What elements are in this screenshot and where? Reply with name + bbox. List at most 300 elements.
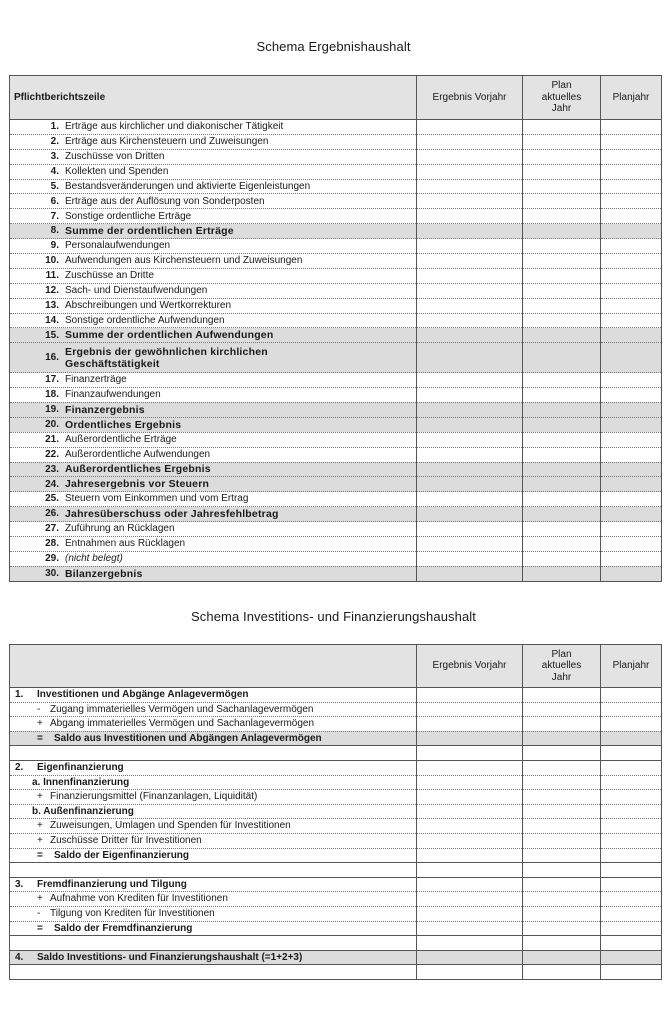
sign: = <box>37 849 43 861</box>
row-number: 24. <box>45 478 59 490</box>
section-4-total-row <box>10 950 662 965</box>
value-cell-planjahr[interactable] <box>601 402 662 417</box>
value-cell-vorjahr[interactable] <box>417 343 523 373</box>
value-cell-plan[interactable] <box>523 775 601 790</box>
row-label: Außerordentliche Aufwendungen <box>65 448 211 460</box>
value-cell-planjahr[interactable] <box>601 848 662 863</box>
row-label: Abschreibungen und Wertkorrekturen <box>65 299 232 311</box>
value-cell-plan[interactable] <box>523 522 601 537</box>
value-cell-planjahr[interactable] <box>601 760 662 775</box>
value-cell-planjahr[interactable] <box>601 283 662 298</box>
value-cell-vorjahr[interactable] <box>417 254 523 269</box>
section-3-title-row <box>10 877 662 892</box>
value-cell-planjahr[interactable] <box>601 775 662 790</box>
row-label: Finanzerträge <box>65 374 127 386</box>
section-1-item-row <box>10 717 662 732</box>
table-row <box>10 224 662 239</box>
row-label: Finanzergebnis <box>65 403 145 416</box>
value-cell-plan[interactable] <box>523 432 601 447</box>
header-plan-aktuelles-jahr <box>523 76 601 120</box>
value-cell-planjahr[interactable] <box>601 702 662 717</box>
row-number: 23. <box>45 463 59 475</box>
value-cell-planjahr[interactable] <box>601 164 662 179</box>
table-row <box>10 477 662 492</box>
value-cell-plan[interactable] <box>523 921 601 936</box>
value-cell-vorjahr[interactable] <box>417 819 523 834</box>
value-cell-vorjahr[interactable] <box>417 702 523 717</box>
row-number: 27. <box>45 523 59 535</box>
table-row <box>10 298 662 313</box>
section-number: 4. <box>15 951 24 963</box>
table-row <box>10 373 662 388</box>
value-cell-planjahr[interactable] <box>601 921 662 936</box>
row-number: 3. <box>50 150 59 162</box>
item-label: Finanzierungsmittel (Finanzanlagen, Liquidität) <box>50 791 258 803</box>
value-cell-plan[interactable] <box>523 892 601 907</box>
value-cell-planjahr[interactable] <box>601 892 662 907</box>
header-pflichtberichtszeile: Pflichtberichtszeile <box>10 76 417 120</box>
table-row <box>10 551 662 566</box>
value-cell-vorjahr[interactable] <box>417 950 523 965</box>
value-cell-plan[interactable] <box>523 717 601 732</box>
value-cell-plan[interactable] <box>523 492 601 507</box>
value-cell-plan[interactable] <box>523 149 601 164</box>
value-cell-vorjahr[interactable] <box>417 447 523 462</box>
row-label: Personalaufwendungen <box>65 240 171 252</box>
section-2-sub-row <box>10 804 662 819</box>
value-cell-planjahr[interactable] <box>601 536 662 551</box>
table-row <box>10 536 662 551</box>
row-number: 8. <box>50 225 59 237</box>
row-label: Erträge aus der Auflösung von Sonderposten <box>65 195 265 207</box>
row-label: Sach- und Dienstaufwendungen <box>65 284 208 296</box>
row-number: 20. <box>45 419 59 431</box>
item-label: Aufnahme von Krediten für Investitionen <box>50 893 228 905</box>
value-cell-plan[interactable] <box>523 804 601 819</box>
row-number: 7. <box>50 210 59 222</box>
row-label: (nicht belegt) <box>65 553 123 565</box>
value-cell-vorjahr[interactable] <box>417 194 523 209</box>
table-row <box>10 566 662 581</box>
section-number: 1. <box>15 689 24 701</box>
table-row <box>10 164 662 179</box>
section-title: Investitionen und Abgänge Anlagevermögen <box>37 689 249 701</box>
value-cell-plan[interactable] <box>523 313 601 328</box>
value-cell-plan[interactable] <box>523 906 601 921</box>
row-number: 16. <box>45 352 59 363</box>
ergebnishaushalt-title: Schema Ergebnishaushalt <box>256 39 411 54</box>
row-label: Zuschüsse an Dritte <box>65 270 154 282</box>
section-3-sum-row <box>10 921 662 936</box>
row-label: Außerordentliche Erträge <box>65 433 177 445</box>
section-3-item-row <box>10 906 662 921</box>
header-plan-line3: Jahr <box>551 671 572 683</box>
row-number: 5. <box>50 180 59 192</box>
table-row <box>10 134 662 149</box>
value-cell-vorjahr[interactable] <box>417 432 523 447</box>
value-cell-plan[interactable] <box>523 402 601 417</box>
header-planjahr: Planjahr <box>601 76 662 120</box>
value-cell-plan[interactable] <box>523 551 601 566</box>
row-label: Jahresergebnis vor Steuern <box>65 478 210 491</box>
value-cell-vorjahr[interactable] <box>417 149 523 164</box>
table-header-row <box>10 76 662 120</box>
section-title: Saldo Investitions- und Finanzierungshaushalt (=1+2+3) <box>37 951 303 963</box>
row-label: Bilanzergebnis <box>65 567 143 580</box>
row-label-line1: Ergebnis der gewöhnlichen kirchlichen <box>65 345 268 358</box>
header-ergebnis-vorjahr: Ergebnis Vorjahr <box>417 645 523 688</box>
section-title: Fremdfinanzierung und Tilgung <box>37 878 187 890</box>
sign: + <box>37 791 43 803</box>
spacer-row <box>10 863 662 878</box>
table-row <box>10 283 662 298</box>
table-row <box>10 402 662 417</box>
value-cell-plan[interactable] <box>523 417 601 432</box>
sign: - <box>37 907 41 919</box>
value-cell-plan[interactable] <box>523 688 601 703</box>
table-row <box>10 388 662 403</box>
row-number: 25. <box>45 493 59 505</box>
row-label: Steuern vom Einkommen und vom Ertrag <box>65 493 249 505</box>
value-cell-vorjahr[interactable] <box>417 551 523 566</box>
section-1-title-row <box>10 688 662 703</box>
value-cell-planjahr[interactable] <box>601 254 662 269</box>
header-planjahr: Planjahr <box>601 645 662 688</box>
value-cell-vorjahr[interactable] <box>417 388 523 403</box>
row-number: 4. <box>50 165 59 177</box>
table-row <box>10 343 662 373</box>
value-cell-planjahr[interactable] <box>601 819 662 834</box>
value-cell-planjahr[interactable] <box>601 194 662 209</box>
value-cell-planjahr[interactable] <box>601 477 662 492</box>
value-cell-plan[interactable] <box>523 702 601 717</box>
value-cell-vorjahr[interactable] <box>417 268 523 283</box>
value-cell-plan[interactable] <box>523 477 601 492</box>
value-cell-vorjahr[interactable] <box>417 760 523 775</box>
value-cell-vorjahr[interactable] <box>417 134 523 149</box>
table-row <box>10 447 662 462</box>
value-cell-plan[interactable] <box>523 790 601 805</box>
value-cell-planjahr[interactable] <box>601 343 662 373</box>
row-label: Jahresüberschuss oder Jahresfehlbetrag <box>65 508 279 521</box>
table-row <box>10 417 662 432</box>
item-label: Zugang immaterielles Vermögen und Sachanlagevermögen <box>50 703 314 715</box>
value-cell-planjahr[interactable] <box>601 313 662 328</box>
section-title: Eigenfinanzierung <box>37 762 124 774</box>
section-1-item-row <box>10 702 662 717</box>
value-cell-vorjahr[interactable] <box>417 731 523 746</box>
table-header-row <box>10 645 662 688</box>
row-number: 22. <box>45 448 59 460</box>
section-2-item-row <box>10 790 662 805</box>
value-cell-vorjahr[interactable] <box>417 209 523 224</box>
section-2-sub-row <box>10 775 662 790</box>
value-cell-planjahr[interactable] <box>601 717 662 732</box>
item-label: Zuschüsse Dritter für Investitionen <box>50 834 202 846</box>
value-cell-vorjahr[interactable] <box>417 417 523 432</box>
investitionshaushalt-table <box>9 644 662 980</box>
section-2-sum-row <box>10 848 662 863</box>
value-cell-vorjahr[interactable] <box>417 120 523 135</box>
row-label: Erträge aus Kirchensteuern und Zuweisungen <box>65 136 269 148</box>
row-label: Zuschüsse von Dritten <box>65 150 165 162</box>
value-cell-vorjahr[interactable] <box>417 892 523 907</box>
table-row <box>10 268 662 283</box>
spacer-row <box>10 936 662 951</box>
table-row <box>10 239 662 254</box>
row-label <box>65 346 416 370</box>
value-cell-planjahr[interactable] <box>601 522 662 537</box>
value-cell-plan[interactable] <box>523 848 601 863</box>
value-cell-plan[interactable] <box>523 134 601 149</box>
row-label: Bestandsveränderungen und aktivierte Eigenleistungen <box>65 180 311 192</box>
row-number: 19. <box>45 404 59 416</box>
value-cell-plan[interactable] <box>523 224 601 239</box>
row-number: 11. <box>45 270 59 282</box>
value-cell-plan[interactable] <box>523 298 601 313</box>
row-number: 13. <box>45 299 59 311</box>
row-label: Zuführung an Rücklagen <box>65 523 175 535</box>
value-cell-plan[interactable] <box>523 328 601 343</box>
table-row <box>10 313 662 328</box>
ergebnishaushalt-table <box>9 75 662 582</box>
row-number: 6. <box>50 195 59 207</box>
value-cell-plan[interactable] <box>523 731 601 746</box>
value-cell-planjahr[interactable] <box>601 239 662 254</box>
value-cell-plan[interactable] <box>523 447 601 462</box>
value-cell-vorjahr[interactable] <box>417 462 523 477</box>
value-cell-plan[interactable] <box>523 566 601 581</box>
value-cell-planjahr[interactable] <box>601 373 662 388</box>
header-plan-aktuelles-jahr <box>523 645 601 688</box>
value-cell-plan[interactable] <box>523 283 601 298</box>
row-label: Ordentliches Ergebnis <box>65 418 182 431</box>
row-number: 14. <box>45 314 59 326</box>
row-number: 17. <box>45 374 59 386</box>
row-label: Sonstige ordentliche Erträge <box>65 210 192 222</box>
value-cell-planjahr[interactable] <box>601 388 662 403</box>
value-cell-vorjahr[interactable] <box>417 790 523 805</box>
value-cell-vorjahr[interactable] <box>417 239 523 254</box>
value-cell-planjahr[interactable] <box>601 833 662 848</box>
row-number: 29. <box>45 553 59 565</box>
investitionshaushalt-title: Schema Investitions- und Finanzierungshaushalt <box>191 609 476 624</box>
section-2-item-row <box>10 833 662 848</box>
value-cell-planjahr[interactable] <box>601 447 662 462</box>
header-plan-line2: aktuelles <box>541 660 582 672</box>
row-number: 2. <box>50 136 59 148</box>
sum-label: Saldo aus Investitionen und Abgängen Anlagevermögen <box>54 732 322 744</box>
row-label: Entnahmen aus Rücklagen <box>65 538 186 550</box>
value-cell-plan[interactable] <box>523 254 601 269</box>
value-cell-plan[interactable] <box>523 507 601 522</box>
value-cell-planjahr[interactable] <box>601 298 662 313</box>
value-cell-vorjahr[interactable] <box>417 402 523 417</box>
row-number: 26. <box>45 508 59 520</box>
value-cell-plan[interactable] <box>523 950 601 965</box>
subsection-label: a. Innenfinanzierung <box>10 775 417 790</box>
value-cell-vorjahr[interactable] <box>417 536 523 551</box>
value-cell-plan[interactable] <box>523 877 601 892</box>
row-number: 28. <box>45 538 59 550</box>
row-label: Summe der ordentlichen Aufwendungen <box>65 329 274 342</box>
value-cell-vorjahr[interactable] <box>417 283 523 298</box>
row-label: Außerordentliches Ergebnis <box>65 463 211 476</box>
table-row <box>10 522 662 537</box>
section-number: 3. <box>15 878 24 890</box>
value-cell-vorjahr[interactable] <box>417 477 523 492</box>
value-cell-planjahr[interactable] <box>601 804 662 819</box>
table-row <box>10 254 662 269</box>
value-cell-planjahr[interactable] <box>601 492 662 507</box>
sign: + <box>37 820 43 832</box>
value-cell-planjahr[interactable] <box>601 566 662 581</box>
value-cell-planjahr[interactable] <box>601 462 662 477</box>
item-label: Tilgung von Krediten für Investitionen <box>50 907 215 919</box>
value-cell-planjahr[interactable] <box>601 551 662 566</box>
value-cell-plan[interactable] <box>523 194 601 209</box>
row-label: Summe der ordentlichen Erträge <box>65 225 234 238</box>
value-cell-planjahr[interactable] <box>601 209 662 224</box>
row-number: 15. <box>45 329 59 341</box>
subsection-label: b. Außenfinanzierung <box>10 804 417 819</box>
value-cell-vorjahr[interactable] <box>417 507 523 522</box>
sum-label: Saldo der Eigenfinanzierung <box>54 849 190 861</box>
value-cell-planjahr[interactable] <box>601 790 662 805</box>
table-row <box>10 462 662 477</box>
value-cell-vorjahr[interactable] <box>417 566 523 581</box>
table-row <box>10 179 662 194</box>
value-cell-vorjahr[interactable] <box>417 717 523 732</box>
row-number: 9. <box>50 240 59 252</box>
value-cell-plan[interactable] <box>523 179 601 194</box>
header-plan-line1: Plan <box>551 80 572 92</box>
value-cell-vorjahr[interactable] <box>417 373 523 388</box>
value-cell-plan[interactable] <box>523 268 601 283</box>
row-label: Kollekten und Spenden <box>65 165 169 177</box>
value-cell-planjahr[interactable] <box>601 432 662 447</box>
value-cell-planjahr[interactable] <box>601 906 662 921</box>
value-cell-plan[interactable] <box>523 239 601 254</box>
value-cell-vorjahr[interactable] <box>417 522 523 537</box>
value-cell-vorjahr[interactable] <box>417 848 523 863</box>
item-label: Zuweisungen, Umlagen und Spenden für Investitionen <box>50 820 291 832</box>
spacer-row <box>10 746 662 761</box>
value-cell-plan[interactable] <box>523 164 601 179</box>
value-cell-plan[interactable] <box>523 819 601 834</box>
sign: + <box>37 893 43 905</box>
header-plan-line2: aktuelles <box>541 91 582 103</box>
value-cell-vorjahr[interactable] <box>417 328 523 343</box>
value-cell-planjahr[interactable] <box>601 688 662 703</box>
row-label: Finanzaufwendungen <box>65 389 161 401</box>
value-cell-vorjahr[interactable] <box>417 906 523 921</box>
value-cell-vorjahr[interactable] <box>417 921 523 936</box>
value-cell-plan[interactable] <box>523 760 601 775</box>
sign: + <box>37 834 43 846</box>
table-row <box>10 149 662 164</box>
row-number: 18. <box>45 389 59 401</box>
table-row <box>10 492 662 507</box>
value-cell-plan[interactable] <box>523 536 601 551</box>
table-row <box>10 328 662 343</box>
value-cell-planjahr[interactable] <box>601 149 662 164</box>
value-cell-vorjahr[interactable] <box>417 224 523 239</box>
header-empty <box>10 645 417 688</box>
section-2-title-row <box>10 760 662 775</box>
value-cell-planjahr[interactable] <box>601 179 662 194</box>
value-cell-planjahr[interactable] <box>601 507 662 522</box>
header-plan-line3: Jahr <box>551 103 572 115</box>
value-cell-plan[interactable] <box>523 209 601 224</box>
value-cell-plan[interactable] <box>523 462 601 477</box>
value-cell-vorjahr[interactable] <box>417 492 523 507</box>
section-3-item-row <box>10 892 662 907</box>
spacer-row <box>10 965 662 980</box>
table-row <box>10 120 662 135</box>
sign: - <box>37 703 41 715</box>
value-cell-planjahr[interactable] <box>601 268 662 283</box>
header-plan-line1: Plan <box>551 648 572 660</box>
value-cell-plan[interactable] <box>523 120 601 135</box>
value-cell-vorjahr[interactable] <box>417 877 523 892</box>
section-1-sum-row <box>10 731 662 746</box>
row-label: Aufwendungen aus Kirchensteuern und Zuweisungen <box>65 255 303 267</box>
row-label-line2: Geschäftstätigkeit <box>65 357 160 370</box>
sign: + <box>37 718 43 730</box>
sign: = <box>37 732 43 744</box>
value-cell-vorjahr[interactable] <box>417 164 523 179</box>
value-cell-plan[interactable] <box>523 833 601 848</box>
value-cell-planjahr[interactable] <box>601 877 662 892</box>
value-cell-plan[interactable] <box>523 388 601 403</box>
row-number: 12. <box>45 284 59 296</box>
row-number: 1. <box>50 121 59 133</box>
value-cell-planjahr[interactable] <box>601 417 662 432</box>
value-cell-planjahr[interactable] <box>601 328 662 343</box>
value-cell-planjahr[interactable] <box>601 950 662 965</box>
value-cell-vorjahr[interactable] <box>417 179 523 194</box>
value-cell-plan[interactable] <box>523 373 601 388</box>
sum-label: Saldo der Fremdfinanzierung <box>54 922 193 934</box>
value-cell-vorjahr[interactable] <box>417 804 523 819</box>
value-cell-vorjahr[interactable] <box>417 775 523 790</box>
section-2-item-row <box>10 819 662 834</box>
value-cell-vorjahr[interactable] <box>417 833 523 848</box>
row-label: Sonstige ordentliche Aufwendungen <box>65 314 225 326</box>
row-number: 10. <box>45 255 59 267</box>
table-row <box>10 432 662 447</box>
value-cell-planjahr[interactable] <box>601 731 662 746</box>
row-number: 30. <box>45 567 59 579</box>
value-cell-plan[interactable] <box>523 343 601 373</box>
row-label: Erträge aus kirchlicher und diakonischer Tätigkeit <box>65 121 284 133</box>
row-number: 21. <box>45 433 59 445</box>
value-cell-planjahr[interactable] <box>601 224 662 239</box>
value-cell-vorjahr[interactable] <box>417 298 523 313</box>
table-row <box>10 507 662 522</box>
item-label: Abgang immaterielles Vermögen und Sachanlagevermögen <box>50 718 315 730</box>
value-cell-planjahr[interactable] <box>601 134 662 149</box>
header-ergebnis-vorjahr: Ergebnis Vorjahr <box>417 76 523 120</box>
value-cell-vorjahr[interactable] <box>417 313 523 328</box>
sign: = <box>37 922 43 934</box>
table-row <box>10 209 662 224</box>
value-cell-planjahr[interactable] <box>601 120 662 135</box>
table-row <box>10 194 662 209</box>
section-number: 2. <box>15 762 24 774</box>
value-cell-vorjahr[interactable] <box>417 688 523 703</box>
